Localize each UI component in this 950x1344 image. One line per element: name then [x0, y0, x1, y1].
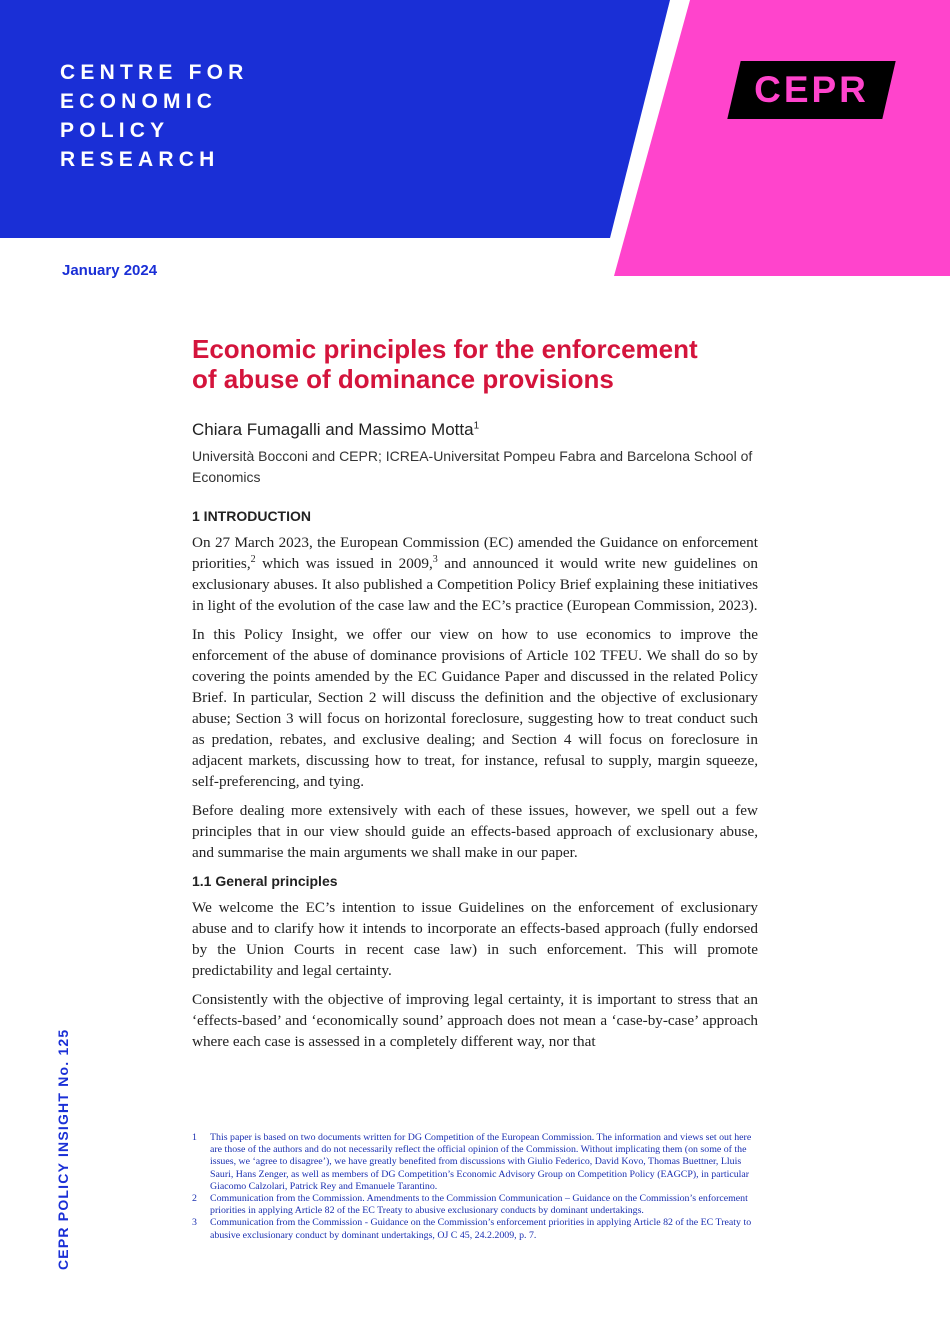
- org-line-4: RESEARCH: [60, 148, 220, 171]
- principles-paragraph-2: Consistently with the objective of improving legal certainty, it is important to stress that an ‘effects-based’ and ‘economically sound’ approach does not mean a ‘case-by-case’ approach where each case is assessed in a completely different way, nor that: [192, 991, 758, 1050]
- authors-footnote-marker: 1: [473, 420, 480, 432]
- main-content: [192, 334, 758, 1052]
- footnote-marker-3: 3: [432, 553, 438, 565]
- org-line-1: CENTRE FOR: [60, 61, 249, 84]
- footnote-text: This paper is based on two documents written for DG Competition of the European Commission. The information and views set out here are those of the authors and do not necessarily reflect the official opinion of the Commission. Without implicating them (on some of the issues, we ‘agree to disagree’), we have greatly benefited from discussions with Giulio Federico, David Kovo, Thomas Buettner, Lluis Sauri, Hans Zenger, as well as members of DG Competition’s Economic Advisory Group on Competition Policy (EAGCP), in particular Giacomo Calzolari, Patrick Rey and Emanuele Tarantino.: [210, 1132, 752, 1192]
- footnote: [192, 1193, 758, 1217]
- intro-paragraph-1: [192, 532, 758, 616]
- intro-p1-text-c: and announced it would write new guidelines on exclusionary abuses. It also published a Competition Policy Brief explaining these initiatives in light of the evolution of the case law and the EC’s practice (European Commission, 2023).: [192, 555, 758, 614]
- affiliation: Università Bocconi and CEPR; ICREA-Universitat Pompeu Fabra and Barcelona School of Economics: [192, 448, 753, 485]
- footnote-number: 1: [192, 1132, 197, 1143]
- footnote-text: Communication from the Commission. Amendments to the Commission Communication – Guidance on the Commission’s enforcement priorities in applying Article 82 of the EC Treaty to abusive exclusionary conducts by dominant undertakings.: [210, 1193, 748, 1217]
- cepr-logo: CEPR: [754, 69, 869, 110]
- principles-paragraph-1: We welcome the EC’s intention to issue Guidelines on the enforcement of exclusionary abuse and to clarify how it intends to incorporate an effects-based approach (fully endorsed by the Union Courts in recent case law) in such enforcement. This will promote predictability and legal certainty.: [192, 899, 758, 979]
- footnote-text: Communication from the Commission - Guidance on the Commission’s enforcement priorities in applying Article 82 of the EC Treaty to abusive exclusionary conduct by dominant undertakings, OJ C 45, 24.2.2009, p. 7.: [210, 1217, 752, 1241]
- footnote-marker-2: 2: [250, 553, 256, 565]
- intro-paragraph-2: In this Policy Insight, we offer our view on how to use economics to improve the enforcement of the abuse of dominance provisions of Article 102 TFEU. We shall do so by covering the points amended by the EC Guidance Paper and discussed in the related Policy Brief. In particular, Section 2 will discuss the definition and the objective of exclusionary abuse; Section 3 will focus on horizontal foreclosure, suggesting how to treat conduct such as predation, rebates, and exclusive dealing; and Section 4 will focus on foreclosure in adjacent markets, discussing how to treat, for instance, refusal to supply, margin squeeze, self-preferencing, and tying.: [192, 626, 758, 790]
- organisation-name: [60, 58, 249, 174]
- section-heading-general-principles: 1.1 General principles: [192, 873, 338, 889]
- org-line-3: POLICY: [60, 119, 170, 142]
- paper-title: [192, 334, 758, 394]
- intro-p1-text-b: which was issued in 2009,: [255, 555, 433, 572]
- footnote-number: 3: [192, 1217, 197, 1229]
- intro-p1-text-a: On 27 March 2023, the European Commission (EC) amended the Guidance on enforcement priorities,: [192, 534, 758, 572]
- authors: [192, 420, 758, 440]
- series-label: CEPR POLICY INSIGHT No. 125: [55, 1028, 71, 1270]
- footnote-number: 2: [192, 1193, 197, 1205]
- footnotes: [192, 1132, 758, 1242]
- header-pink-panel: [614, 0, 950, 276]
- section-heading-introduction: 1 INTRODUCTION: [192, 508, 311, 524]
- footnote: [192, 1132, 758, 1193]
- publication-date: January 2024: [62, 262, 158, 279]
- title-line-1: Economic principles for the enforcement: [192, 334, 698, 364]
- org-line-2: ECONOMIC: [60, 90, 218, 113]
- intro-paragraph-3: Before dealing more extensively with each of these issues, however, we spell out a few principles that in our view should guide an effects-based approach of exclusionary abuse, and summarise the main arguments we shall make in our paper.: [192, 802, 758, 861]
- footnote: [192, 1217, 758, 1241]
- author-names: Chiara Fumagalli and Massimo Motta: [192, 420, 474, 439]
- title-line-2: of abuse of dominance provisions: [192, 364, 614, 394]
